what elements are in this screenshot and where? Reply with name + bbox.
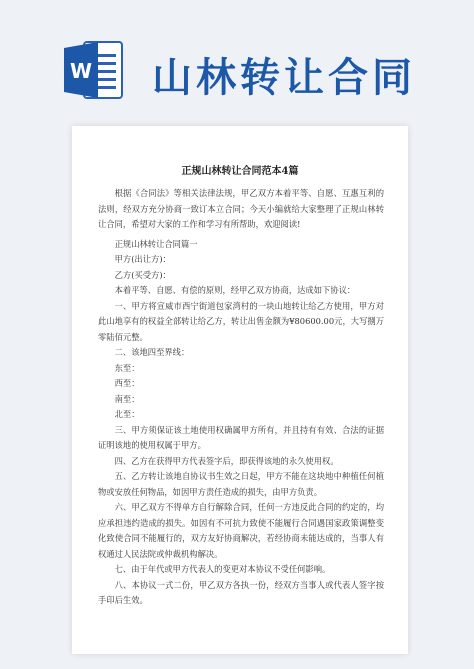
boundary-west: 西至： bbox=[114, 378, 140, 388]
clause-5: 五、乙方转让该地自协议书生效之日起，甲方不能在这块地中种植任何植物或安放任何物品，如因甲方责任造成的损失，由甲方负责。 bbox=[98, 471, 384, 497]
boundary-south: 南至： bbox=[114, 393, 140, 404]
header-banner bbox=[0, 0, 474, 140]
boundary-east: 东至： bbox=[114, 362, 140, 373]
intro-paragraph: 根据《合同法》等相关法律法规，甲乙双方本着平等、自愿、互惠互利的法则，经双方充分协商一致订本立合同；今天小编就给大家整理了正规山林转让合同，希望对大家的工作和学习有所帮助，欢迎阅读! bbox=[98, 188, 384, 229]
clause-8: 八、本协议一式二份，甲乙双方各执一份，经双方当事人或代表人签字按手印后生效。 bbox=[98, 579, 384, 605]
document-title: 正规山林转让合同范本4篇 bbox=[181, 166, 299, 177]
section-heading: 正规山林转让合同篇一 bbox=[114, 238, 198, 249]
party-a-line: 甲方(出让方)： bbox=[114, 254, 171, 264]
banner-title: 山林转让合同 bbox=[152, 55, 416, 101]
word-document-icon bbox=[62, 38, 126, 102]
document-body bbox=[98, 186, 384, 609]
clause-3: 三、甲方须保证该土地使用权确属甲方所有，并且持有有效、合法的证据证明该地的使用权属于甲方。 bbox=[98, 424, 384, 450]
clause-2: 二、该地四至界线： bbox=[114, 347, 190, 357]
preamble-paragraph: 本着平等、自愿、有偿的原则，经甲乙双方协商，达成如下协议： bbox=[114, 285, 356, 295]
clause-6: 六、甲乙双方不得单方自行解除合同，任何一方违反此合同的约定的，均应承担违约造成的损失。如因有不可抗力致使不能履行合同遇国家政策调整变化致使合同不能履行的，双方友好协商解决，若经协商未能达成的，当事人有权通过人民法院或仲裁机构解决。 bbox=[98, 502, 384, 559]
word-icon-letter: W bbox=[69, 59, 93, 83]
party-b-line: 乙方(买受方)： bbox=[114, 269, 171, 280]
clause-7: 七、由于年代或甲方代表人的变更对本协议不受任何影响。 bbox=[114, 564, 331, 574]
boundary-north: 北至： bbox=[114, 409, 140, 419]
clause-1: 一、甲方将宣威市西宁街道包家湾村的一块山地转让给乙方使用，甲方对此山地享有的权益全部转让给乙方，转让出售金额为¥80600.00元，大写捌万零陆佰元整。 bbox=[98, 300, 384, 342]
document-page bbox=[72, 126, 408, 654]
clause-4: 四、乙方在获得甲方代表签字后，即获得该地的永久使用权。 bbox=[114, 455, 339, 466]
